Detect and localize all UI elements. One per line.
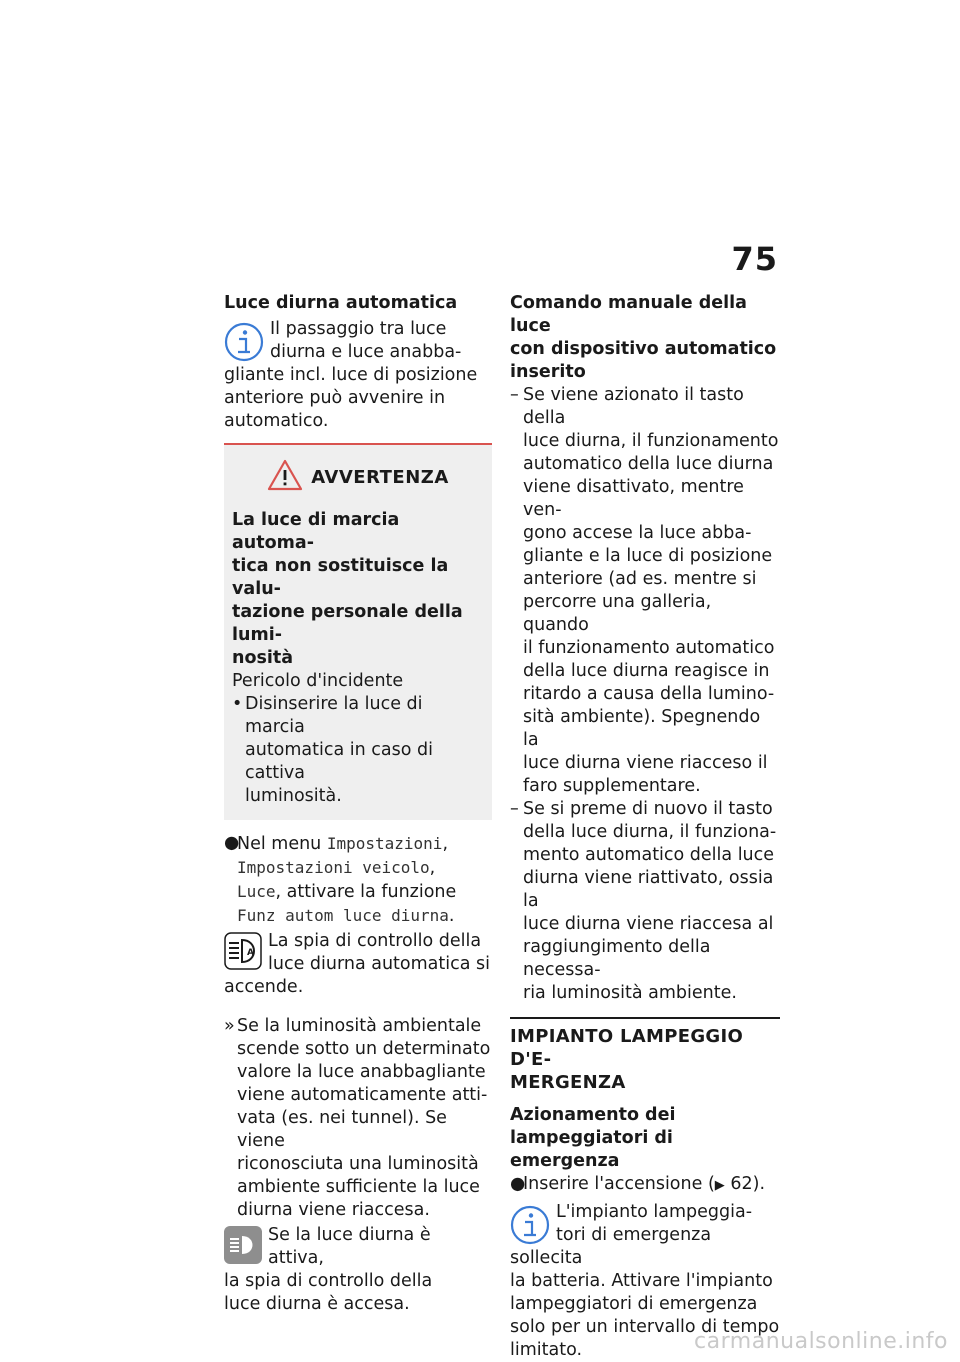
auto-daylight-indicator-icon bbox=[224, 932, 262, 970]
step-menu: ● Nel menu Impostazioni, Impostazioni veicolo, Luce, attivare la funzione Funz autom luce diurna. bbox=[224, 833, 457, 926]
bullet-line: Disinserire la luce di marcia bbox=[245, 694, 423, 737]
dash-line: luce diurna viene riaccesa al bbox=[523, 914, 774, 934]
menu-path-settings: Impostazioni bbox=[326, 834, 443, 853]
result-line: ambiente sufficiente la luce bbox=[237, 1177, 480, 1197]
indicator-line: la spia di controllo della bbox=[224, 1271, 433, 1291]
heading-manual: Comando manuale della luce bbox=[510, 293, 747, 336]
dash-line: della luce diurna, il funziona- bbox=[523, 822, 777, 842]
dash-line: automatico della luce diurna bbox=[523, 454, 774, 474]
info-line: limitato. bbox=[510, 1340, 583, 1360]
indicator-line: luce diurna è accesa. bbox=[224, 1294, 410, 1314]
dash-line: sità ambiente). Spegnendo la bbox=[523, 707, 761, 750]
step-text: Nel menu bbox=[237, 834, 327, 854]
dash-line: diurna viene riattivato, ossia la bbox=[523, 868, 774, 911]
indicator-line: Se la luce diurna è attiva, bbox=[268, 1225, 431, 1268]
dash-line: della luce diurna reagisce in bbox=[523, 661, 770, 681]
dash-mark: – bbox=[510, 385, 519, 405]
dash-line: raggiungimento della necessa- bbox=[523, 937, 711, 980]
dash-line: il funzionamento automatico bbox=[523, 638, 775, 658]
heading-daylight: Luce diurna automatica bbox=[224, 293, 458, 313]
indicator-line: La spia di controllo della bbox=[268, 931, 482, 951]
heading-manual: inserito bbox=[510, 362, 586, 382]
warning-bold-line: nosità bbox=[232, 648, 294, 668]
warning-header bbox=[232, 459, 484, 495]
page-number: 75 bbox=[731, 240, 778, 278]
heading-manual: con dispositivo automatico bbox=[510, 339, 777, 359]
dash-line: luce diurna viene riacceso il bbox=[523, 753, 768, 773]
info-line: Il passaggio tra luce bbox=[270, 319, 447, 339]
info-line: diurna e luce anabba- bbox=[270, 342, 462, 362]
daylight-indicator-icon bbox=[224, 1226, 262, 1264]
warning-bold-line: tazione personale della lumi- bbox=[232, 602, 463, 645]
warning-title: AVVERTENZA bbox=[311, 466, 449, 488]
warning-bold-line: tica non sostituisce la valu- bbox=[232, 556, 449, 599]
info-line: anteriore può avvenire in bbox=[224, 388, 446, 408]
step-text: , attivare la funzione bbox=[275, 882, 457, 902]
page-ref-arrow-icon: ▶ bbox=[714, 1178, 725, 1193]
info-line: solo per un intervallo di tempo bbox=[510, 1317, 780, 1337]
result-line: vata (es. nei tunnel). Se viene bbox=[237, 1108, 447, 1151]
dash-line: Se si preme di nuovo il tasto bbox=[523, 799, 773, 819]
info-icon bbox=[510, 1205, 550, 1245]
result-line: riconosciuta una luminosità bbox=[237, 1154, 479, 1174]
info-line: L'impianto lampeggia- bbox=[556, 1202, 753, 1222]
dash-line: luce diurna, il funzionamento bbox=[523, 431, 779, 451]
dash-mark: – bbox=[510, 799, 519, 819]
right-column bbox=[510, 292, 780, 1362]
warning-danger: Pericolo d'incidente bbox=[232, 671, 404, 691]
svg-text:A: A bbox=[247, 948, 254, 958]
dash-line: ria luminosità ambiente. bbox=[523, 983, 737, 1003]
dash-line: gliante e la luce di posizione bbox=[523, 546, 773, 566]
warning-triangle-icon bbox=[267, 459, 303, 495]
sub-heading: lampeggiatori di emergenza bbox=[510, 1128, 673, 1171]
dash-line: mento automatico della luce bbox=[523, 845, 775, 865]
warning-bold-line: La luce di marcia automa- bbox=[232, 510, 400, 553]
dash-item bbox=[510, 798, 780, 1005]
bullet-line: luminosità. bbox=[245, 786, 342, 806]
info-line: la batteria. Attivare l'impianto bbox=[510, 1271, 773, 1291]
menu-path-vehicle-settings: Impostazioni veicolo bbox=[237, 858, 430, 877]
step-dot-icon: ● bbox=[510, 1174, 526, 1194]
result-line: Se la luminosità ambientale bbox=[237, 1016, 482, 1036]
bullet-dot-icon: • bbox=[232, 694, 243, 714]
left-column bbox=[224, 292, 492, 1316]
result-line: scende sotto un determinato bbox=[237, 1039, 491, 1059]
dash-line: ritardo a causa della lumino- bbox=[523, 684, 775, 704]
info-line: lampeggiatori di emergenza bbox=[510, 1294, 758, 1314]
section-title: IMPIANTO LAMPEGGIO D'E- bbox=[510, 1026, 744, 1070]
result-line: diurna viene riaccesa. bbox=[237, 1200, 430, 1220]
dash-item bbox=[510, 384, 780, 798]
menu-path-auto-daylight: Funz autom luce diurna bbox=[237, 906, 449, 925]
warning-box bbox=[224, 443, 492, 820]
menu-path-light: Luce bbox=[237, 882, 276, 901]
result-arrow-icon: » bbox=[224, 1016, 235, 1036]
indicator-note-daylight bbox=[224, 1224, 492, 1316]
section-divider bbox=[510, 1017, 780, 1019]
dash-line: viene disattivato, mentre ven- bbox=[523, 477, 744, 520]
dash-line: anteriore (ad es. mentre si bbox=[523, 569, 757, 589]
sub-heading: Azionamento dei bbox=[510, 1105, 676, 1125]
dash-line: gono accese la luce abba- bbox=[523, 523, 752, 543]
dash-line: faro supplementare. bbox=[523, 776, 701, 796]
result-line: valore la luce anabbagliante bbox=[237, 1062, 486, 1082]
step-ignition bbox=[510, 1173, 780, 1197]
indicator-line: luce diurna automatica si bbox=[268, 954, 490, 974]
watermark: carmanualsonline.info bbox=[694, 1329, 948, 1354]
result-item bbox=[224, 1015, 492, 1222]
info-line: automatico. bbox=[224, 411, 329, 431]
indicator-note-auto bbox=[224, 930, 492, 999]
page-ref-link[interactable]: 62 bbox=[730, 1174, 753, 1194]
section-title: MERGENZA bbox=[510, 1072, 626, 1093]
dash-line: Se viene azionato il tasto della bbox=[523, 385, 744, 428]
step-dot-icon: ● bbox=[224, 833, 240, 853]
info-icon bbox=[224, 322, 264, 362]
warning-bullet bbox=[232, 693, 484, 808]
info-line: tori di emergenza sollecita bbox=[510, 1225, 712, 1268]
info-line: gliante incl. luce di posizione bbox=[224, 365, 478, 385]
result-line: viene automaticamente atti- bbox=[237, 1085, 488, 1105]
info-note-daylight bbox=[224, 318, 492, 433]
dash-line: percorre una galleria, quando bbox=[523, 592, 712, 635]
step-text: . bbox=[448, 906, 455, 926]
step-text: Inserire l'accensione ( bbox=[523, 1174, 715, 1194]
indicator-line: accende. bbox=[224, 977, 304, 997]
bullet-line: automatica in caso di cattiva bbox=[245, 740, 434, 783]
step-text: ). bbox=[752, 1174, 766, 1194]
